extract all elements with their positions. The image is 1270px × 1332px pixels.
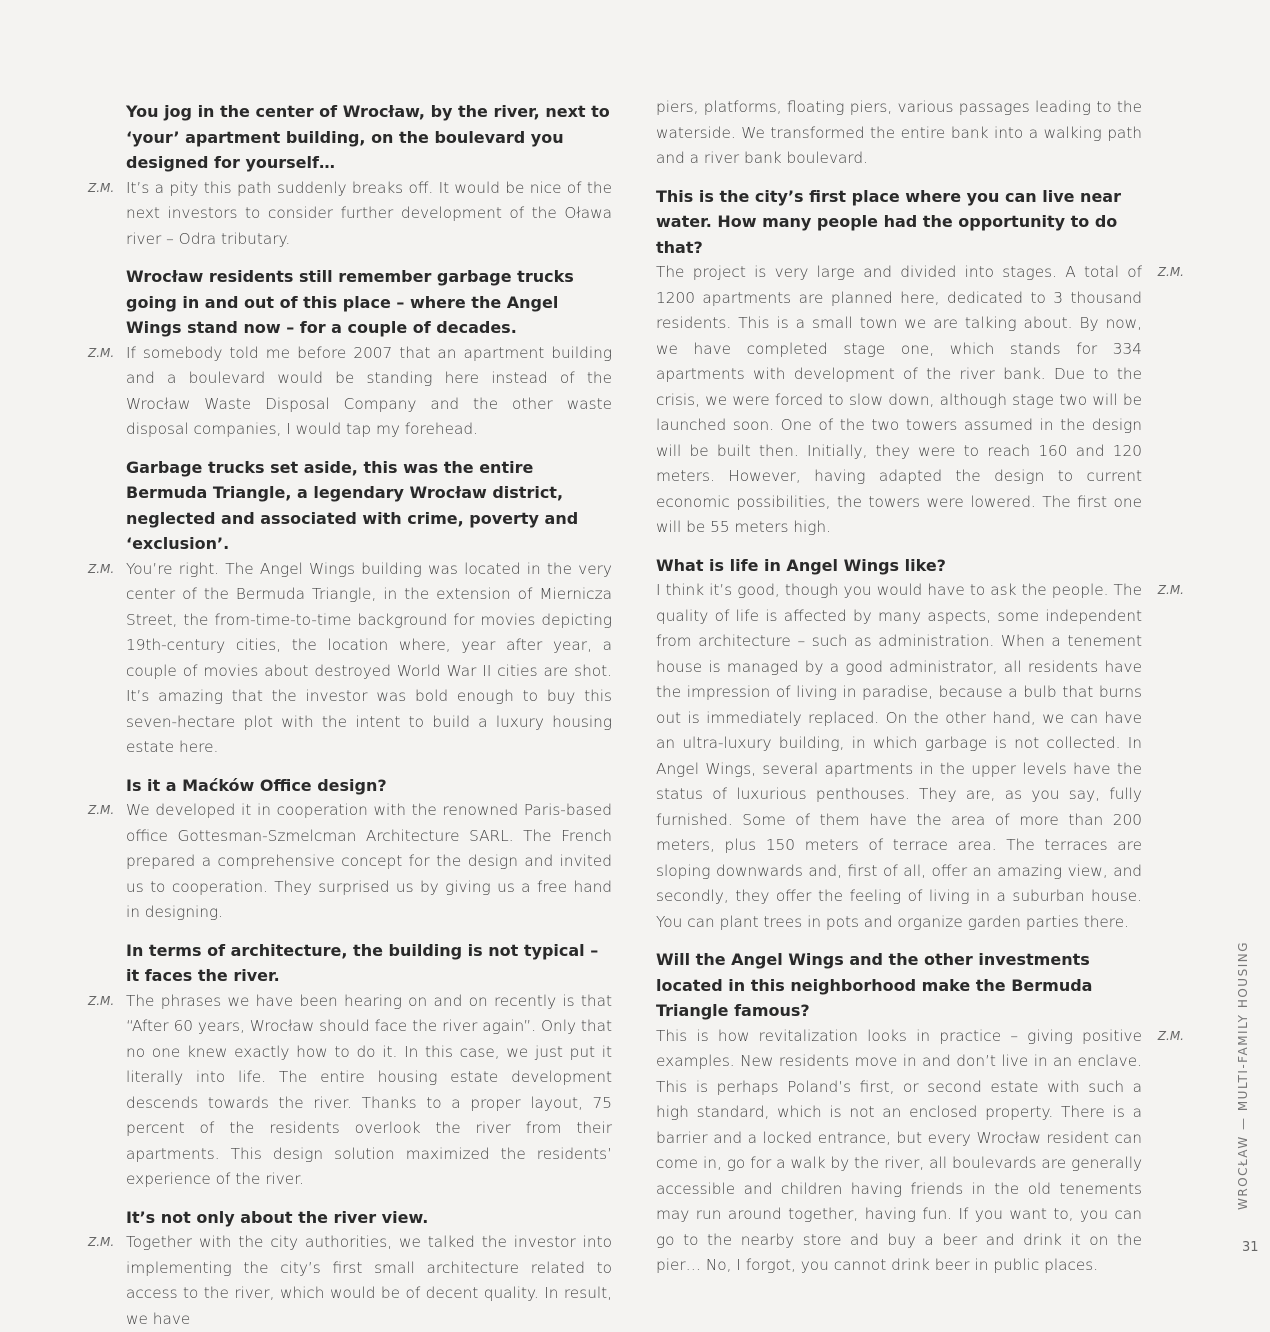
speaker-initials: Z.M. (88, 803, 115, 817)
interview-answer-block (88, 557, 612, 761)
paragraph-spacer (126, 1193, 612, 1205)
paragraph-spacer (126, 761, 612, 773)
speaker-initials: Z.M. (88, 1235, 115, 1249)
interview-answer: The phrases we have been hearing on and on recently is that “After 60 years, Wrocław should face the river again”. Only that no one knew exactly how to do it. In this case, we just put it literally into life. The entire housing estate development descends towards the river. Thanks to a proper layout, 75 percent of the residents overlook the river from their apartments. This design solution maximized the residents’ experience of the river. (126, 991, 612, 1188)
speaker-initials: Z.M. (88, 561, 115, 576)
interview-answer-block (88, 798, 612, 926)
interview-answer: Together with the city authorities, we talked the investor into implementing the city’s first small architecture related to access to the river, which would be of decent quality. In result, we have (126, 1233, 612, 1328)
interview-answer-block (88, 341, 612, 443)
interview-question: You jog in the center of Wrocław, by the river, next to ‘your’ apartment building, on the boulevard you designed for yourself… (126, 102, 610, 172)
interview-answer-block (88, 176, 612, 253)
interview-answer: The project is very large and divided into stages. A total of 1200 apartments are planned here, dedicated to 3 thousand residents. This is a small town we are talking about. By now, we have completed stage one, which stands for 334 apartments with development of the river bank. Due to the crisis, we were forced to slow down, although stage two will be launched soon. One of the two towers assumed in the design will be built then. Initially, they were to reach 160 and 120 meters. However, having adapted the design to current economic possibilities, the towers were lowered. The first one will be 55 meters high. (656, 263, 1142, 536)
interview-question: This is the city’s first place where you can live near water. How many people had the opportunity to do that? (656, 186, 1121, 257)
interview-question: In terms of architecture, the building is not typical – it faces the river. (126, 940, 599, 985)
speaker-initials: Z.M. (88, 345, 115, 360)
left-column (88, 99, 612, 1332)
interview-question: What is life in Angel Wings like? (656, 555, 946, 575)
paragraph-spacer (126, 252, 612, 264)
interview-answer: piers, platforms, floating piers, various passages leading to the waterside. We transformed the entire bank into a walking path and a river bank boulevard. (656, 98, 1142, 167)
paragraph-spacer (126, 926, 612, 938)
interview-answer: It’s a pity this path suddenly breaks off. It would be nice of the next investors to consider further development of the Oława river – Odra tributary. (126, 178, 612, 248)
speaker-initials: Z.M. (88, 993, 115, 1008)
interview-question: Will the Angel Wings and the other investments located in this neighborhood make the Bermuda Triangle famous? (656, 950, 1093, 1020)
interview-question: Is it a Maćków Office design? (126, 775, 387, 795)
interview-answer: This is how revitalization looks in practice – giving positive examples. New residents move in and don’t live in an enclave. This is perhaps Poland’s first, or second estate with such a high standard, which is not an enclosed property. There is a barrier and a locked entrance, but every Wrocław resident can come in, go for a walk by the river, all boulevards are generally accessible and children having friends in the old tenements may run around together, having fun. If you want to, you can go to the nearby store and buy a beer and drink it on the pier… No, I forgot, you cannot drink beer in public places. (656, 1026, 1142, 1274)
interview-answer: If somebody told me before 2007 that an apartment building and a boulevard would be standing here instead of the Wrocław Waste Disposal Company and the other waste disposal companies, I would tap my forehead. (126, 343, 612, 438)
interview-answer: You’re right. The Angel Wings building was located in the very center of the Bermuda Triangle, in the extension of Miernicza Street, the from-time-to-time background for movies depicting 19th-century cities, the location where, year after year, a couple of movies about destroyed World War II cities are shot. It’s amazing that the investor was bold enough to buy this seven-hectare plot with the intent to build a luxury housing estate here. (126, 559, 612, 756)
interview-answer: I think it’s good, though you would have to ask the people. The quality of life is affected by many aspects, some independent from architecture – such as administration. When a tenement house is managed by a good administrator, all residents have the impression of living in paradise, because a bulb that burns out is immediately replaced. On the other hand, we can have an ultra-luxury building, in which garbage is not collected. In Angel Wings, several apartments in the upper levels have the status of luxurious penthouses. They are, as you say, fully furnished. Some of them have the area of more than 200 meters, plus 150 meters of terrace area. The terraces are sloping downwards and, first of all, offer an amazing view, and secondly, they offer the feeling of living in a suburban house. You can plant trees in pots and organize garden parties there. (656, 581, 1142, 931)
interview-answer-block (656, 260, 1184, 541)
interview-answer-block (88, 1230, 612, 1332)
right-column (656, 95, 1184, 1279)
paragraph-spacer (656, 935, 1142, 947)
interview-question: Garbage trucks set aside, this was the entire Bermuda Triangle, a legendary Wrocław district, neglected and associated with crime, poverty and ‘exclusion’. (126, 457, 579, 553)
interview-answer-block (656, 1024, 1184, 1279)
speaker-initials: Z.M. (1157, 1028, 1184, 1043)
section-running-label: WROCŁAW — MULTI-FAMILY HOUSING (1236, 940, 1250, 1210)
speaker-initials: Z.M. (88, 180, 115, 195)
paragraph-spacer (656, 541, 1142, 553)
interview-answer-block (656, 95, 1142, 172)
interview-answer-block (656, 578, 1184, 935)
paragraph-spacer (126, 443, 612, 455)
paragraph-spacer (656, 172, 1142, 184)
interview-question: It’s not only about the river view. (126, 1207, 429, 1227)
interview-answer: We developed it in cooperation with the renowned Paris-based office Gottesman-Szmelcman Architecture SARL. The French prepared a comprehensive concept for the design and invited us to cooperation. They surprised us by giving us a free hand in designing. (126, 801, 612, 921)
speaker-initials: Z.M. (1157, 265, 1184, 279)
interview-question: Wrocław residents still remember garbage trucks going in and out of this place – where the Angel Wings stand now – for a couple of decades. (126, 267, 574, 337)
interview-answer-block (88, 989, 612, 1193)
speaker-initials: Z.M. (1157, 583, 1184, 597)
page-number: 31 (1242, 1240, 1259, 1255)
